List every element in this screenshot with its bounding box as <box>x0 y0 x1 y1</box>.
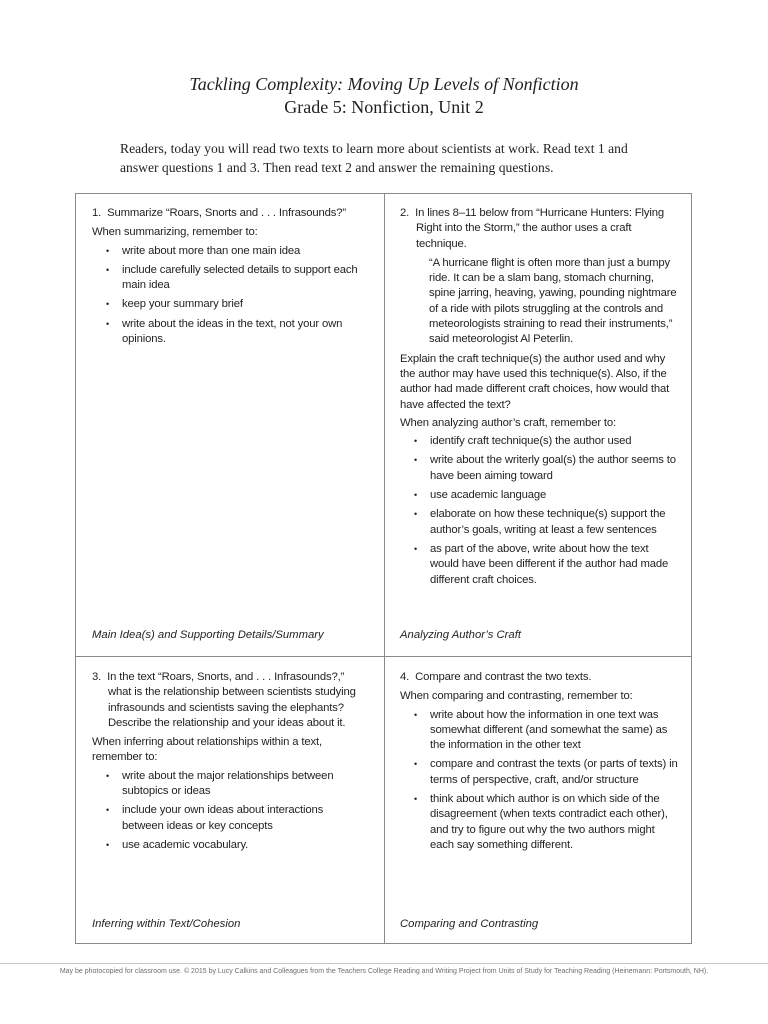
guidance-lead: When analyzing author’s craft, remember to: <box>400 416 617 429</box>
guidance-list <box>92 244 362 348</box>
guidance-item: • include carefully selected details to support each main idea <box>106 263 362 294</box>
question-prompt: Explain the craft technique(s) the author used and why the author may have used this technique(s). Also, if the author had made different craft choices, how would that have affected the text? <box>400 352 670 411</box>
guidance-item: • use academic vocabulary. <box>106 838 367 853</box>
guidance-list <box>92 769 367 853</box>
text-excerpt: “A hurricane flight is often more than just a bumpy ride. It can be a slam bang, stomach churning, spine jarring, heaving, yawing, pounding nightmare of a ride with pilots struggling at the controls and meteorologists straining to read their instruments,” said meteorologist Al Peterlin. <box>429 256 677 346</box>
question-cell-3 <box>92 670 367 857</box>
question-cell-1 <box>92 206 362 351</box>
guidance-item: • include your own ideas about interactions between ideas or key concepts <box>106 803 367 834</box>
question-text: 1. Summarize “Roars, Snorts and . . . Infrasounds?” <box>92 207 347 219</box>
question-text: 4. Compare and contrast the two texts. <box>400 671 592 683</box>
grid-divider-vertical <box>384 194 385 943</box>
guidance-item: • elaborate on how these technique(s) support the author’s goals, writing at least a few sentences <box>414 507 680 538</box>
guidance-list <box>400 708 680 854</box>
cell-skill-label: Analyzing Author’s Craft <box>400 629 521 641</box>
cell-skill-label: Main Idea(s) and Supporting Details/Summary <box>92 629 324 641</box>
question-cell-4 <box>400 670 680 857</box>
guidance-item: • write about how the information in one text was somewhat different (and somewhat the same) as the information in the other text <box>414 708 680 754</box>
guidance-lead: When inferring about relationships within a text, remember to: <box>92 736 323 764</box>
cell-skill-label: Comparing and Contrasting <box>400 918 539 930</box>
guidance-list <box>400 434 680 588</box>
page-title: Tackling Complexity: Moving Up Levels of Nonfiction <box>189 74 579 94</box>
guidance-item: • as part of the above, write about how the text would have been different if the author had made different craft choices. <box>414 542 680 588</box>
footer-divider <box>0 963 768 964</box>
question-text: 2. In lines 8–11 below from “Hurricane Hunters: Flying Right into the Storm,” the author uses a craft technique. <box>400 207 665 250</box>
grid-divider-horizontal <box>76 656 691 657</box>
question-grid <box>75 193 692 944</box>
guidance-lead: When summarizing, remember to: <box>92 226 258 239</box>
guidance-item: • use academic language <box>414 488 680 503</box>
intro-paragraph: Readers, today you will read two texts to learn more about scientists at work. Read text 1 and answer questions 1 and 3. Then read text 2 and answer the remaining questions. <box>120 141 628 175</box>
question-cell-2 <box>400 206 680 592</box>
guidance-lead: When comparing and contrasting, remember to: <box>400 690 633 703</box>
guidance-item: • write about more than one main idea <box>106 244 362 259</box>
question-text: 3. In the text “Roars, Snorts, and . . . Infrasounds?,” what is the relationship between scientists studying infrasounds and scientists saving the elephants? Describe the relationship and your ideas about it. <box>92 671 356 729</box>
guidance-item: • write about the writerly goal(s) the author seems to have been aiming toward <box>414 453 680 484</box>
page-header <box>0 73 768 118</box>
guidance-item: • identify craft technique(s) the author used <box>414 434 680 449</box>
guidance-item: • write about the ideas in the text, not your own opinions. <box>106 317 362 348</box>
guidance-item: • write about the major relationships between subtopics or ideas <box>106 769 367 800</box>
copyright-notice: May be photocopied for classroom use. © 2015 by Lucy Calkins and Colleagues from the Teachers College Reading and Writing Project from Units of Study for Teaching Reading (Heinemann: Portsmouth, NH). <box>59 968 709 975</box>
cell-skill-label: Inferring within Text/Cohesion <box>92 918 241 930</box>
guidance-item: • think about which author is on which side of the disagreement (when texts contradict each other), and try to figure out why the two authors might each say something different. <box>414 792 680 853</box>
guidance-item: • compare and contrast the texts (or parts of texts) in terms of perspective, craft, and/or structure <box>414 757 680 788</box>
guidance-item: • keep your summary brief <box>106 297 362 312</box>
page-subtitle: Grade 5: Nonfiction, Unit 2 <box>284 97 484 117</box>
